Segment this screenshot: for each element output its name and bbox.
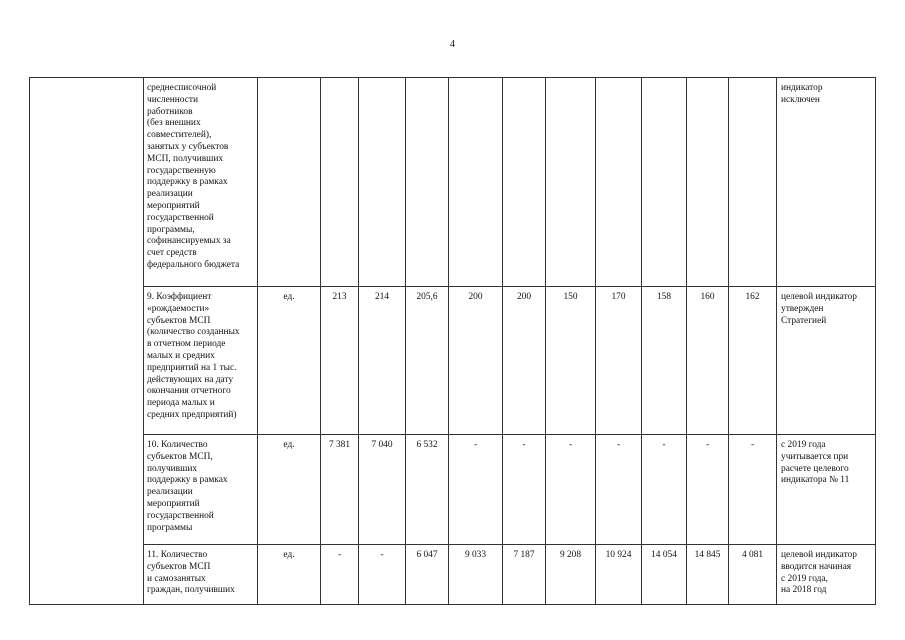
value-cell: 213 [321, 287, 359, 435]
value-cell: 200 [503, 287, 546, 435]
value-cell: 4 081 [729, 545, 777, 605]
indicator-cell: 9. Коэффициент «рождаемости» субъектов МСП (количество созданных в отчетном периоде малых и средних предприятий на 1 тыс. действующих на дату окончания отчетного периода малых и средних предприятий) [144, 287, 258, 435]
value-cell: 200 [449, 287, 503, 435]
indicator-cell: 11. Количество субъектов МСП и самозанятых граждан, получивших [144, 545, 258, 605]
table-row [30, 435, 876, 545]
value-cell: - [687, 435, 729, 545]
value-cell [503, 78, 546, 287]
value-cell [687, 78, 729, 287]
value-cell: 9 208 [546, 545, 596, 605]
unit-cell: ед. [258, 545, 321, 605]
value-cell: - [359, 545, 406, 605]
value-cell: 14 054 [642, 545, 687, 605]
value-cell: - [449, 435, 503, 545]
value-cell: 7 381 [321, 435, 359, 545]
value-cell: 9 033 [449, 545, 503, 605]
value-cell [359, 78, 406, 287]
note-cell: индикатор исключен [777, 78, 876, 287]
table-row [30, 545, 876, 605]
unit-cell [258, 78, 321, 287]
value-cell: - [642, 435, 687, 545]
value-cell: - [729, 435, 777, 545]
value-cell [642, 78, 687, 287]
value-cell: - [503, 435, 546, 545]
value-cell: 162 [729, 287, 777, 435]
value-cell: 7 187 [503, 545, 546, 605]
value-cell [546, 78, 596, 287]
value-cell: 158 [642, 287, 687, 435]
value-cell: 214 [359, 287, 406, 435]
value-cell: 160 [687, 287, 729, 435]
page-number: 4 [450, 39, 455, 50]
table-row [30, 287, 876, 435]
note-cell: с 2019 года учитывается при расчете целевого индикатора № 11 [777, 435, 876, 545]
value-cell: - [321, 545, 359, 605]
value-cell: 6 047 [406, 545, 449, 605]
note-cell: целевой индикатор утвержден Стратегией [777, 287, 876, 435]
program-column-cell [30, 78, 144, 605]
value-cell [449, 78, 503, 287]
value-cell: 150 [546, 287, 596, 435]
indicators-table [29, 77, 876, 605]
note-cell: целевой индикатор вводится начиная с 2019 года, на 2018 год [777, 545, 876, 605]
value-cell [729, 78, 777, 287]
value-cell: 7 040 [359, 435, 406, 545]
value-cell: 170 [596, 287, 642, 435]
unit-cell: ед. [258, 287, 321, 435]
value-cell: 10 924 [596, 545, 642, 605]
value-cell [596, 78, 642, 287]
unit-cell: ед. [258, 435, 321, 545]
indicator-cell: 10. Количество субъектов МСП, получивших поддержку в рамках реализации мероприятий государственной программы [144, 435, 258, 545]
value-cell [406, 78, 449, 287]
value-cell: - [596, 435, 642, 545]
indicator-cell: среднесписочной численности работников (без внешних совместителей), занятых у субъектов МСП, получивших государственную поддержку в рамках реализации мероприятий государственной программы, софинансируемых за счет средств федерального бюджета [144, 78, 258, 287]
value-cell: 6 532 [406, 435, 449, 545]
value-cell: 205,6 [406, 287, 449, 435]
table-row [30, 78, 876, 287]
value-cell: - [546, 435, 596, 545]
value-cell: 14 845 [687, 545, 729, 605]
value-cell [321, 78, 359, 287]
